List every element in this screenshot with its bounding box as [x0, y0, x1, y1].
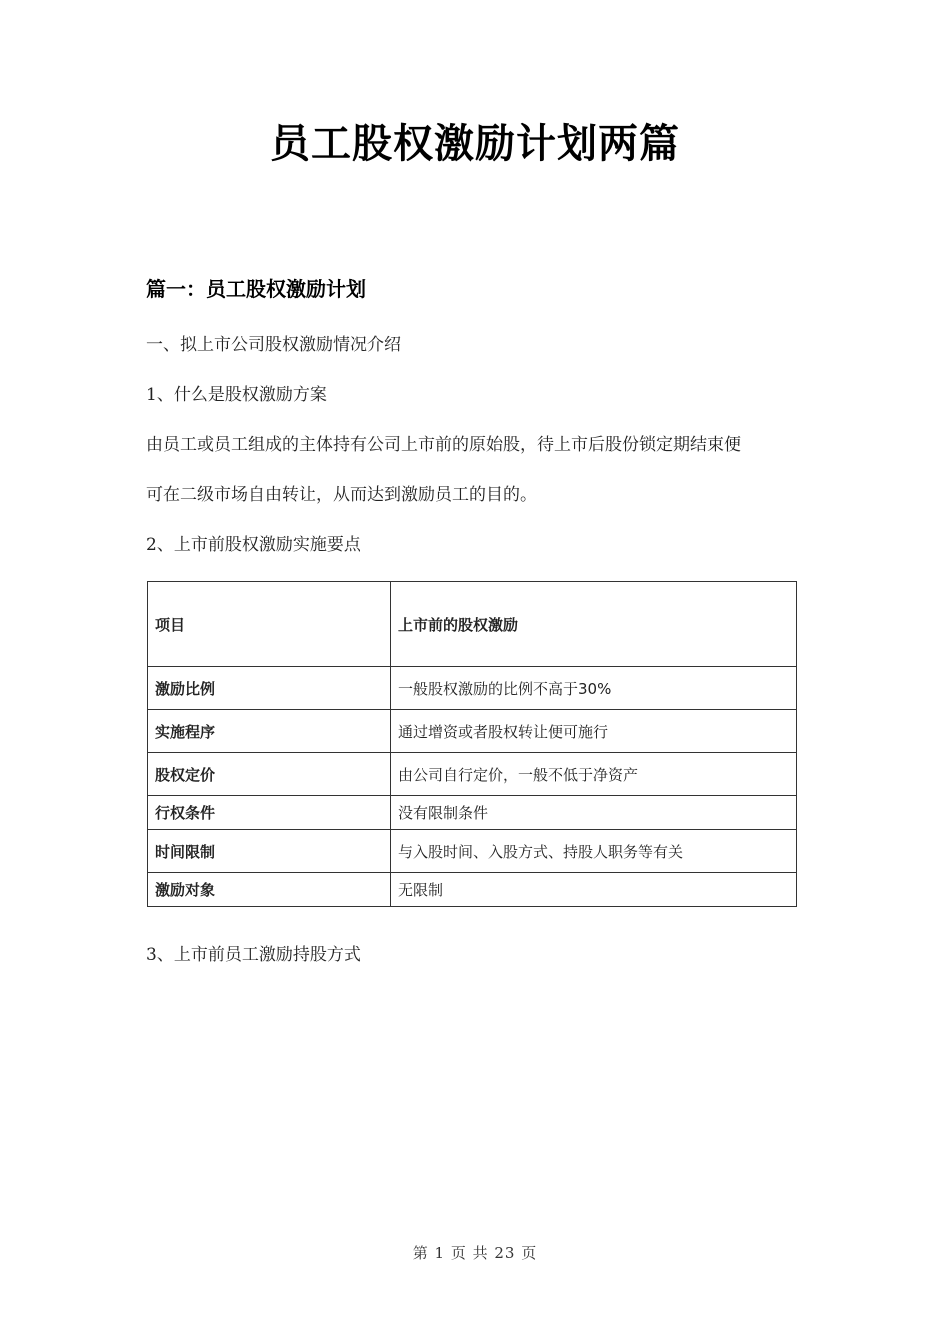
page-number-footer: 第 1 页 共 23 页 — [412, 1244, 538, 1262]
paragraph-body-line-2: 可在二级市场自由转让，从而达到激励员工的目的。 — [146, 485, 537, 505]
paragraph-body-line-1: 由员工或员工组成的主体持有公司上市前的原始股，待上市后股份锁定期结束便 — [146, 435, 741, 455]
paragraph-subheading-1: 1、什么是股权激励方案 — [146, 385, 327, 405]
table-header-cell: 上市前的股权激励 — [391, 582, 797, 667]
table-cell-value: 通过增资或者股权转让便可施行 — [391, 710, 797, 753]
table-cell-value: 由公司自行定价，一般不低于净资产 — [391, 753, 797, 796]
table-cell-item: 股权定价 — [148, 753, 391, 796]
table-cell-item: 时间限制 — [148, 830, 391, 873]
table-header-cell: 项目 — [148, 582, 391, 667]
table-cell-item: 激励对象 — [148, 873, 391, 907]
table-row — [148, 796, 797, 830]
table-cell-value: 无限制 — [391, 873, 797, 907]
paragraph-intro-heading: 一、拟上市公司股权激励情况介绍 — [146, 335, 401, 355]
table-cell-value: 与入股时间、入股方式、持股人职务等有关 — [391, 830, 797, 873]
document-title: 员工股权激励计划两篇 — [270, 120, 680, 167]
table-row — [148, 667, 797, 710]
table-row — [148, 873, 797, 907]
table-cell-item: 激励比例 — [148, 667, 391, 710]
table-header-row — [148, 582, 797, 667]
table-cell-item: 行权条件 — [148, 796, 391, 830]
paragraph-subheading-2: 2、上市前股权激励实施要点 — [146, 535, 361, 555]
table-cell-item: 实施程序 — [148, 710, 391, 753]
table-cell-value: 没有限制条件 — [391, 796, 797, 830]
equity-incentive-table — [147, 581, 797, 907]
section-heading: 篇一：员工股权激励计划 — [146, 277, 366, 301]
table-cell-value: 一般股权激励的比例不高于30% — [391, 667, 797, 710]
table-row — [148, 830, 797, 873]
table-row — [148, 753, 797, 796]
table-row — [148, 710, 797, 753]
paragraph-subheading-3: 3、上市前员工激励持股方式 — [146, 945, 361, 965]
